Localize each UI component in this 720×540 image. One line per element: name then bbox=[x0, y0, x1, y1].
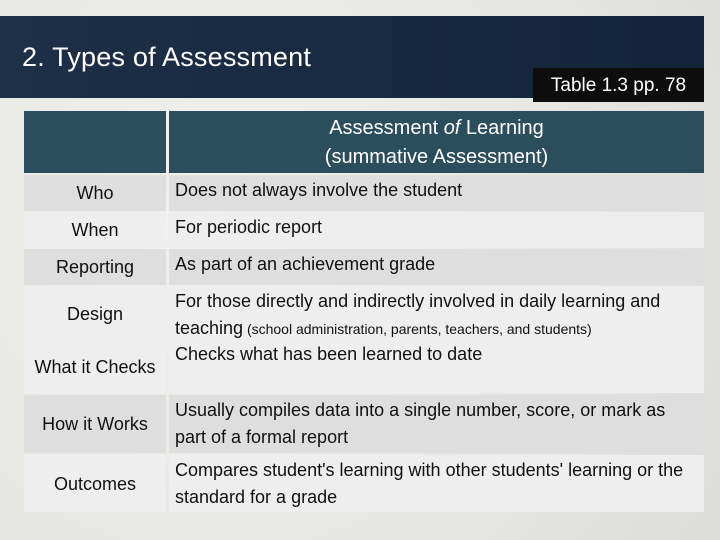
table-row bbox=[24, 455, 704, 512]
row-value: For periodic report bbox=[169, 212, 704, 248]
header-empty-cell bbox=[24, 111, 166, 173]
header-line1-start: Assessment bbox=[329, 117, 444, 139]
table-row bbox=[24, 341, 704, 393]
header-cell bbox=[169, 111, 704, 173]
table-row bbox=[24, 212, 704, 248]
row-value: Compares student's learning with other students' learning or the standard for a grade bbox=[169, 455, 704, 512]
slide-title: 2. Types of Assessment bbox=[22, 42, 312, 72]
row-value-main: For those directly and indirectly involved in daily learning and teaching bbox=[175, 291, 661, 338]
row-label: Who bbox=[24, 175, 166, 211]
row-value bbox=[169, 286, 704, 341]
row-label: When bbox=[24, 212, 166, 248]
row-value: Does not always involve the student bbox=[169, 175, 704, 211]
table-header-row bbox=[24, 111, 704, 173]
table-row bbox=[24, 249, 704, 285]
header-line1-end: Learning bbox=[460, 117, 544, 139]
row-value-note: (school administration, parents, teachers, and students) bbox=[243, 321, 592, 337]
header-line2: (summative Assessment) bbox=[324, 146, 549, 168]
table-row bbox=[24, 286, 704, 341]
header-line1-emphasis: of bbox=[443, 117, 461, 139]
assessment-table bbox=[24, 111, 704, 512]
row-value: As part of an achievement grade bbox=[169, 249, 704, 285]
table-reference-label: Table 1.3 pp. 78 bbox=[533, 68, 704, 102]
row-label: How it Works bbox=[24, 395, 166, 453]
row-label: Outcomes bbox=[24, 455, 166, 512]
row-value: Checks what has been learned to date bbox=[169, 341, 704, 393]
row-label: Design bbox=[24, 286, 166, 341]
table-row bbox=[24, 395, 704, 453]
row-label: Reporting bbox=[24, 249, 166, 285]
row-value: Usually compiles data into a single number, score, or mark as part of a formal report bbox=[169, 395, 704, 453]
table-row bbox=[24, 175, 704, 211]
row-label: What it Checks bbox=[24, 341, 166, 393]
